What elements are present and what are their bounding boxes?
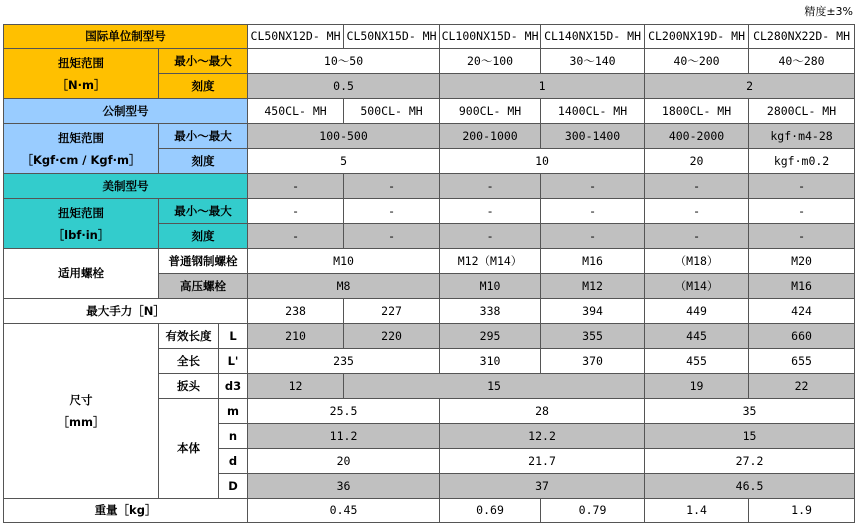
row-max-force	[4, 299, 855, 324]
body-n-cell: 11.2	[248, 424, 440, 449]
label-torque-lbf-line2: ［lbf·in］	[52, 227, 110, 242]
row-metric-model	[4, 99, 855, 124]
lbf-range-cell: -	[248, 199, 344, 224]
kgf-scale-cell: kgf·m0.2	[749, 149, 855, 174]
us-model-cell: -	[248, 174, 344, 199]
body-D-cell: 37	[440, 474, 645, 499]
lbf-scale-cell: -	[440, 224, 541, 249]
symbol-L-prime: L'	[219, 349, 248, 374]
label-dimensions	[4, 324, 159, 499]
bolt-normal-cell: M16	[541, 249, 645, 274]
symbol-d3: d3	[219, 374, 248, 399]
bolt-high-cell: M10	[440, 274, 541, 299]
label-torque-nm-line1: 扭矩范围	[58, 55, 104, 70]
kgf-scale-cell: 20	[645, 149, 749, 174]
body-d-cell: 20	[248, 449, 440, 474]
lbf-range-cell: -	[645, 199, 749, 224]
label-torque-lbf-line1: 扭矩范围	[58, 205, 104, 220]
head-cell: 19	[645, 374, 749, 399]
max-force-cell: 394	[541, 299, 645, 324]
total-len-cell: 310	[440, 349, 541, 374]
kgf-scale-cell: 10	[440, 149, 645, 174]
body-m-cell: 25.5	[248, 399, 440, 424]
head-cell: 15	[344, 374, 645, 399]
label-torque-kgf-line1: 扭矩范围	[58, 130, 104, 145]
eff-len-cell: 295	[440, 324, 541, 349]
label-scale: 刻度	[159, 74, 248, 99]
metric-model-cell: 2800CL- MH	[749, 99, 855, 124]
precision-note: 精度±3%	[804, 5, 853, 18]
weight-cell: 0.79	[541, 499, 645, 523]
us-model-cell: -	[541, 174, 645, 199]
symbol-n: n	[219, 424, 248, 449]
row-eff-len	[4, 324, 855, 349]
lbf-scale-cell: -	[645, 224, 749, 249]
us-model-cell: -	[645, 174, 749, 199]
weight-cell: 1.9	[749, 499, 855, 523]
kgf-range-cell: kgf·m4-28	[749, 124, 855, 149]
lbf-range-cell: -	[541, 199, 645, 224]
label-us-model: 美制型号	[4, 174, 248, 199]
kgf-range-cell: 400-2000	[645, 124, 749, 149]
head-cell: 22	[749, 374, 855, 399]
nm-scale-cell: 0.5	[248, 74, 440, 99]
label-eff-len: 有效长度	[159, 324, 219, 349]
label-head: 扳头	[159, 374, 219, 399]
label-min-max: 最小～最大	[159, 49, 248, 74]
eff-len-cell: 660	[749, 324, 855, 349]
label-scale: 刻度	[159, 224, 248, 249]
label-torque-nm	[4, 49, 159, 99]
eff-len-cell: 220	[344, 324, 440, 349]
bolt-normal-cell: M12（M14）	[440, 249, 541, 274]
label-si-model: 国际单位制型号	[4, 25, 248, 49]
nm-scale-cell: 1	[440, 74, 645, 99]
us-model-cell: -	[440, 174, 541, 199]
row-weight	[4, 499, 855, 523]
symbol-m: m	[219, 399, 248, 424]
body-D-cell: 46.5	[645, 474, 855, 499]
si-model-cell: CL280NX22D- MH	[749, 25, 855, 49]
lbf-scale-cell: -	[248, 224, 344, 249]
label-min-max: 最小～最大	[159, 124, 248, 149]
lbf-range-cell: -	[440, 199, 541, 224]
weight-cell: 1.4	[645, 499, 749, 523]
lbf-scale-cell: -	[344, 224, 440, 249]
label-torque-lbf	[4, 199, 159, 249]
total-len-cell: 655	[749, 349, 855, 374]
max-force-cell: 238	[248, 299, 344, 324]
label-torque-kgf-line2: ［Kgf·cm / Kgf·m］	[21, 152, 141, 167]
si-model-cell: CL200NX19D- MH	[645, 25, 749, 49]
eff-len-cell: 210	[248, 324, 344, 349]
metric-model-cell: 500CL- MH	[344, 99, 440, 124]
body-m-cell: 35	[645, 399, 855, 424]
nm-range-cell: 20～100	[440, 49, 541, 74]
bolt-normal-cell: M10	[248, 249, 440, 274]
kgf-range-cell: 300-1400	[541, 124, 645, 149]
bolt-high-cell: M8	[248, 274, 440, 299]
label-max-force: 最大手力［N］	[4, 299, 248, 324]
nm-range-cell: 40～280	[749, 49, 855, 74]
weight-cell: 0.45	[248, 499, 440, 523]
eff-len-cell: 355	[541, 324, 645, 349]
label-scale: 刻度	[159, 149, 248, 174]
lbf-scale-cell: -	[749, 224, 855, 249]
max-force-cell: 227	[344, 299, 440, 324]
kgf-range-cell: 200-1000	[440, 124, 541, 149]
label-weight: 重量［kg］	[4, 499, 248, 523]
row-si-model	[4, 25, 855, 49]
nm-range-cell: 40～200	[645, 49, 749, 74]
row-us-model	[4, 174, 855, 199]
label-total-len: 全长	[159, 349, 219, 374]
row-bolt-normal	[4, 249, 855, 274]
lbf-range-cell: -	[344, 199, 440, 224]
head-cell: 12	[248, 374, 344, 399]
total-len-cell: 235	[248, 349, 440, 374]
nm-scale-cell: 2	[645, 74, 855, 99]
lbf-scale-cell: -	[541, 224, 645, 249]
metric-model-cell: 450CL- MH	[248, 99, 344, 124]
label-dimensions-line1: 尺寸	[69, 393, 93, 407]
bolt-high-cell: M12	[541, 274, 645, 299]
si-model-cell: CL50NX12D- MH	[248, 25, 344, 49]
total-len-cell: 455	[645, 349, 749, 374]
body-m-cell: 28	[440, 399, 645, 424]
body-d-cell: 27.2	[645, 449, 855, 474]
kgf-range-cell: 100-500	[248, 124, 440, 149]
bolt-normal-cell: M20	[749, 249, 855, 274]
row-kgf-range	[4, 124, 855, 149]
label-dimensions-line2: ［mm］	[57, 415, 105, 429]
label-body: 本体	[159, 399, 219, 499]
body-D-cell: 36	[248, 474, 440, 499]
us-model-cell: -	[749, 174, 855, 199]
si-model-cell: CL100NX15D- MH	[440, 25, 541, 49]
us-model-cell: -	[344, 174, 440, 199]
row-lbf-range	[4, 199, 855, 224]
row-nm-range	[4, 49, 855, 74]
symbol-d: d	[219, 449, 248, 474]
metric-model-cell: 1800CL- MH	[645, 99, 749, 124]
eff-len-cell: 445	[645, 324, 749, 349]
si-model-cell: CL140NX15D- MH	[541, 25, 645, 49]
label-metric-model: 公制型号	[4, 99, 248, 124]
metric-model-cell: 900CL- MH	[440, 99, 541, 124]
body-n-cell: 12.2	[440, 424, 645, 449]
label-torque-nm-line2: ［N·m］	[56, 77, 106, 92]
label-torque-kgf	[4, 124, 159, 174]
si-model-cell: CL50NX15D- MH	[344, 25, 440, 49]
metric-model-cell: 1400CL- MH	[541, 99, 645, 124]
symbol-D: D	[219, 474, 248, 499]
max-force-cell: 338	[440, 299, 541, 324]
weight-cell: 0.69	[440, 499, 541, 523]
label-bolt-high: 高压螺栓	[159, 274, 248, 299]
bolt-high-cell: M16	[749, 274, 855, 299]
nm-range-cell: 30～140	[541, 49, 645, 74]
body-n-cell: 15	[645, 424, 855, 449]
max-force-cell: 449	[645, 299, 749, 324]
bolt-high-cell: （M14）	[645, 274, 749, 299]
label-bolt-normal: 普通钢制螺栓	[159, 249, 248, 274]
spec-table	[3, 24, 855, 523]
max-force-cell: 424	[749, 299, 855, 324]
kgf-scale-cell: 5	[248, 149, 440, 174]
total-len-cell: 370	[541, 349, 645, 374]
label-bolt: 适用螺栓	[4, 249, 159, 299]
symbol-L: L	[219, 324, 248, 349]
lbf-range-cell: -	[749, 199, 855, 224]
body-d-cell: 21.7	[440, 449, 645, 474]
label-min-max: 最小～最大	[159, 199, 248, 224]
bolt-normal-cell: （M18）	[645, 249, 749, 274]
nm-range-cell: 10～50	[248, 49, 440, 74]
